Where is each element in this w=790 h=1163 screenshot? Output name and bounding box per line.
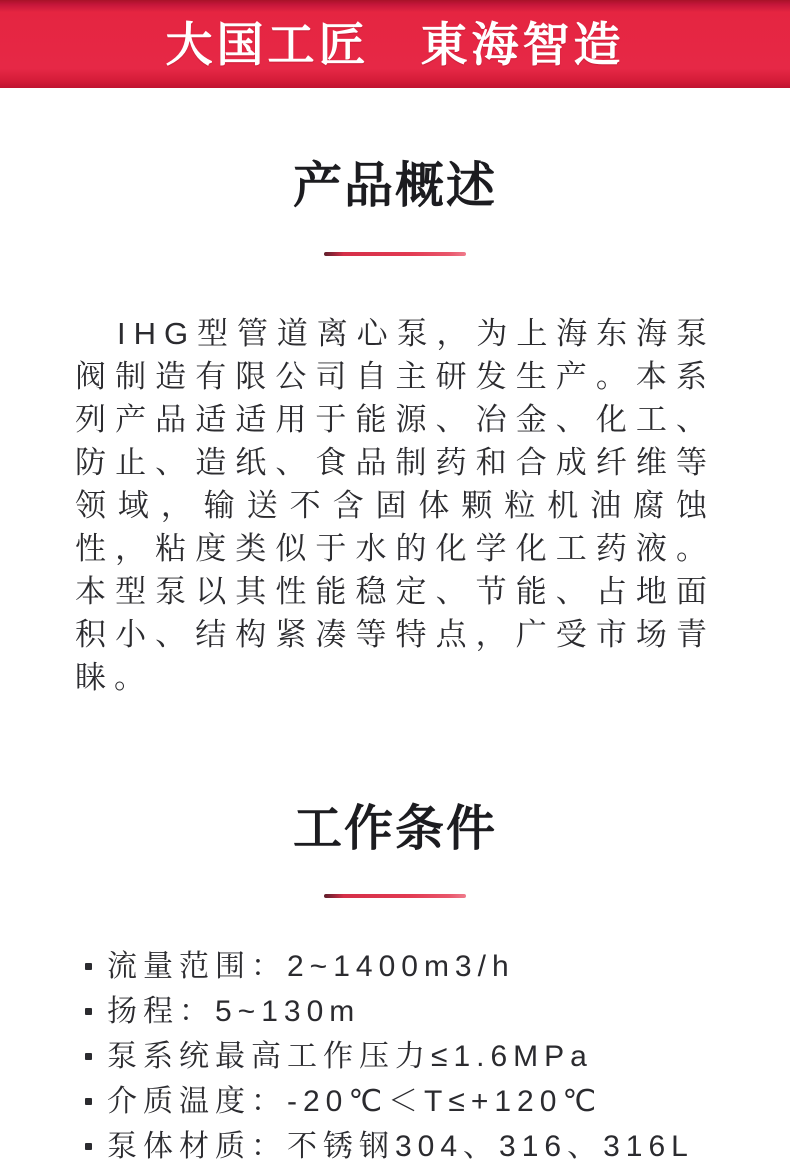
overview-section-title: 产品概述 <box>292 159 497 213</box>
list-item <box>85 1040 790 1073</box>
list-item-text: 扬程：5~130m <box>107 995 361 1029</box>
banner-title: 大国工匠 東海智造 <box>165 17 625 71</box>
list-item <box>85 1085 790 1118</box>
list-item <box>85 950 790 983</box>
list-item <box>85 995 790 1028</box>
bullet-dot-icon <box>85 1008 92 1015</box>
list-item-text: 泵系统最高工作压力≤1.6MPa <box>107 1040 593 1074</box>
bullet-dot-icon <box>85 1098 92 1105</box>
bullet-dot-icon <box>85 1053 92 1060</box>
bullet-dot-icon <box>85 963 92 970</box>
bullet-dot-icon <box>85 1143 92 1150</box>
list-item <box>85 1130 790 1163</box>
list-item-text: 介质温度：-20℃＜T≤+120℃ <box>107 1085 603 1119</box>
red-divider <box>324 252 466 256</box>
section-product-overview <box>0 159 790 699</box>
list-item-text: 流量范围：2~1400m3/h <box>107 950 515 984</box>
top-banner <box>0 0 790 88</box>
conditions-section-title: 工作条件 <box>292 801 497 856</box>
list-item-text: 泵体材质：不锈钢304、316、316L <box>107 1130 694 1163</box>
conditions-list <box>85 950 790 1163</box>
red-divider <box>324 894 466 898</box>
section-working-conditions <box>0 801 790 1163</box>
overview-paragraph: IHG型管道离心泵，为上海东海泵阀制造有限公司自主研发生产。本系列产品适适用于能源、冶金、化工、防止、造纸、食品制药和合成纤维等领域，输送不含固体颗粒机油腐蚀性，粘度类似于水的化学化工药液。本型泵以其性能稳定、节能、占地面积小、结构紧凑等特点，广受市场青睐。 <box>75 315 715 695</box>
